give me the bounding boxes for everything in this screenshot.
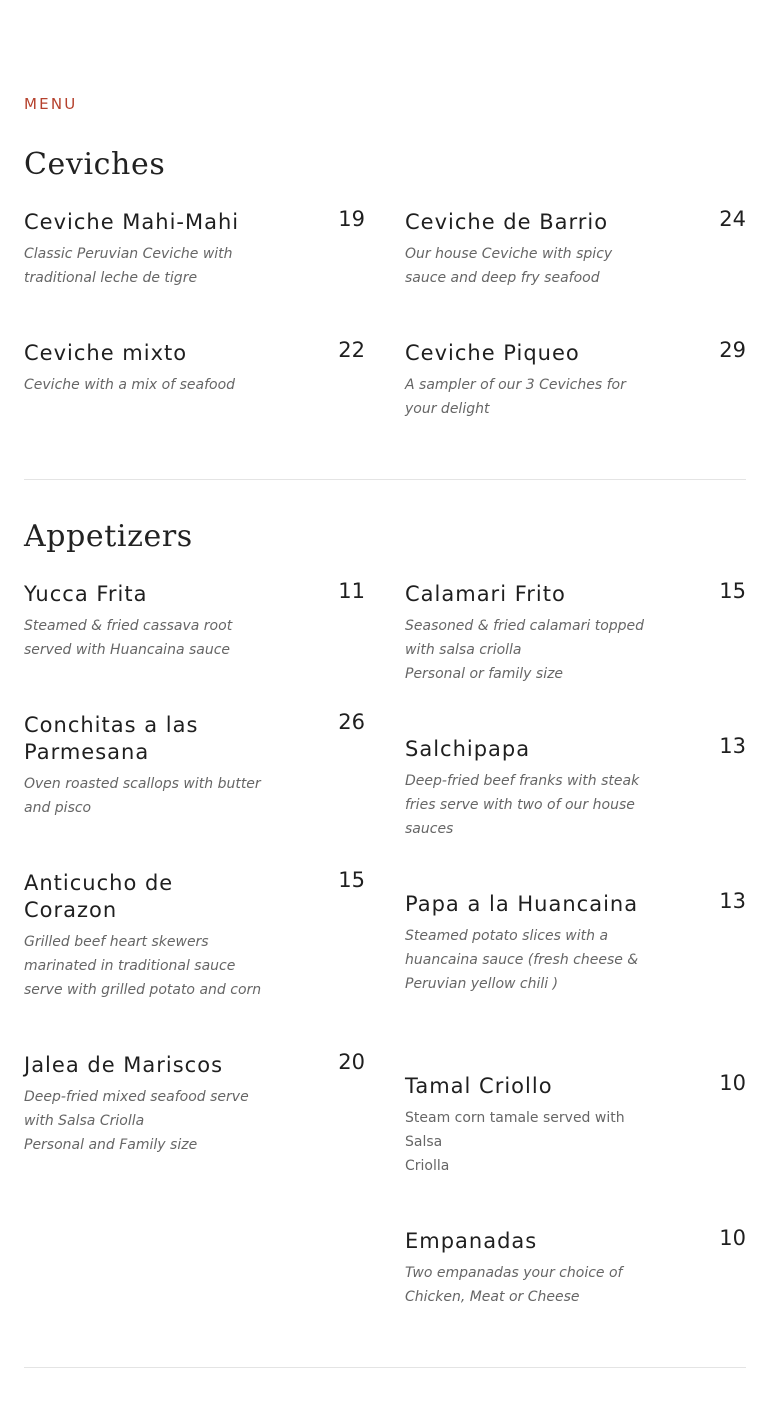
item-price: 26: [338, 710, 365, 734]
item-price: 22: [338, 338, 365, 362]
item-name: Ceviche Mahi-Mahi: [24, 210, 240, 234]
item-name: Jalea de Mariscos: [24, 1053, 224, 1077]
menu-item: [405, 1073, 746, 1178]
item-name: Conchitas a las Parmesana: [24, 713, 199, 764]
item-name: Ceviche Piqueo: [405, 341, 580, 365]
menu-item: [405, 581, 746, 686]
item-description: Steamed potato slices with a huancaina sauce (fresh cheese & Peruvian yellow chili ): [405, 928, 639, 992]
item-price: 10: [719, 1226, 746, 1250]
item-description: Two empanadas your choice of Chicken, Meat or Cheese: [405, 1265, 623, 1305]
menu-item: [24, 712, 365, 820]
menu-item: [24, 870, 365, 1002]
item-price: 24: [719, 207, 746, 231]
item-price: 11: [338, 579, 365, 603]
menu-item: [405, 209, 746, 290]
menu-item: [405, 736, 746, 841]
item-name: Calamari Frito: [405, 582, 566, 606]
item-description: Classic Peruvian Ceviche with traditional leche de tigre: [24, 246, 233, 286]
section-title-appetizers: Appetizers: [24, 519, 193, 554]
item-description: Grilled beef heart skewers marinated in traditional sauce serve with grilled potato and corn: [24, 934, 262, 998]
item-price: 15: [338, 868, 365, 892]
item-name: Salchipapa: [405, 737, 531, 761]
item-name: Yucca Frita: [24, 582, 148, 606]
item-price: 20: [338, 1050, 365, 1074]
section-title-ceviches: Ceviches: [24, 147, 166, 182]
item-description: Steam corn tamale served with Salsa Criolla: [405, 1110, 625, 1174]
item-name: Anticucho de Corazon: [24, 871, 174, 922]
item-name: Ceviche mixto: [24, 341, 188, 365]
item-price: 19: [338, 207, 365, 231]
item-description: Deep-fried beef franks with steak fries serve with two of our house sauces: [405, 773, 640, 837]
menu-item: [24, 581, 365, 662]
item-price: 13: [719, 734, 746, 758]
section-divider: [24, 479, 746, 480]
item-description: A sampler of our 3 Ceviches for your delight: [405, 377, 626, 417]
item-price: 13: [719, 889, 746, 913]
menu-item: [24, 209, 365, 290]
item-price: 15: [719, 579, 746, 603]
item-name: Papa a la Huancaina: [405, 892, 639, 916]
item-description: Our house Ceviche with spicy sauce and deep fry seafood: [405, 246, 613, 286]
item-description: Ceviche with a mix of seafood: [24, 377, 236, 393]
menu-eyebrow: MENU: [24, 95, 78, 113]
item-price: 10: [719, 1071, 746, 1095]
menu-item: [405, 891, 746, 996]
section-divider: [24, 1367, 746, 1368]
item-description: Oven roasted scallops with butter and pisco: [24, 776, 261, 816]
menu-item: [24, 1052, 365, 1157]
item-price: 29: [719, 338, 746, 362]
item-description: Steamed & fried cassava root served with Huancaina sauce: [24, 618, 233, 658]
item-name: Empanadas: [405, 1229, 538, 1253]
menu-item: [24, 340, 365, 397]
item-name: Ceviche de Barrio: [405, 210, 609, 234]
menu-item: [405, 340, 746, 421]
menu-item: [405, 1228, 746, 1309]
item-name: Tamal Criollo: [405, 1074, 553, 1098]
item-description: Seasoned & fried calamari topped with salsa criolla Personal or family size: [405, 618, 645, 682]
item-description: Deep-fried mixed seafood serve with Salsa Criolla Personal and Family size: [24, 1089, 249, 1153]
